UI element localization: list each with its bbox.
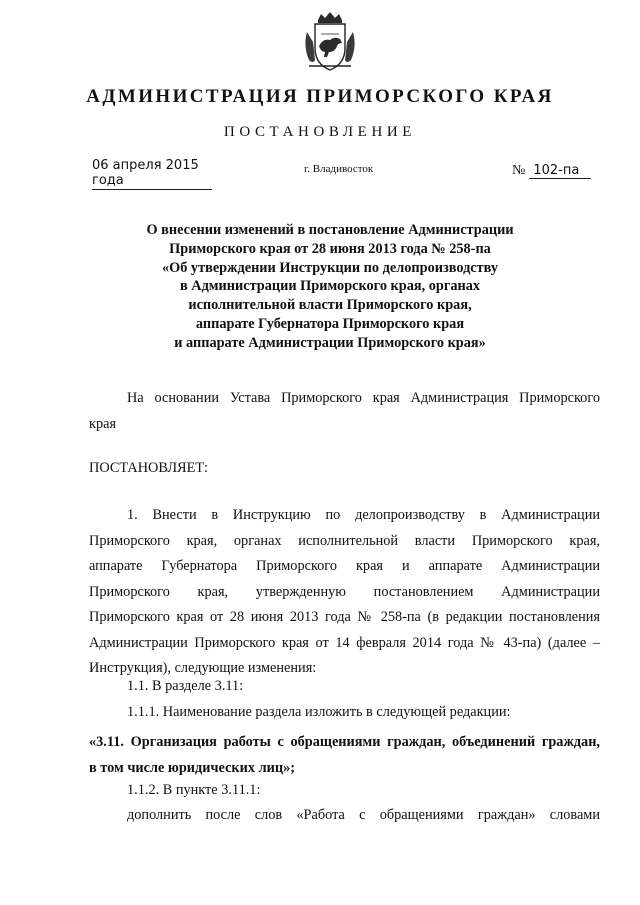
new-section-title-line: в том числе юридических лиц»; — [89, 759, 296, 776]
addition-paragraph: дополнить после слов «Работа с обращениями граждан» словами — [127, 807, 600, 823]
subject-line: О внесении изменений в постановление Администрации — [146, 222, 514, 238]
item-1-line: Инструкция), следующие изменения: — [89, 660, 317, 676]
item-1-line: Приморского края от 28 июня 2013 года № 258-па (в редакции постановления — [89, 609, 600, 625]
resolves-heading: ПОСТАНОВЛЯЕТ: — [89, 460, 209, 476]
document-date: 06 апреля 2015 года — [92, 158, 212, 190]
item-1-1-2: 1.1.2. В пункте 3.11.1: — [127, 782, 261, 798]
coat-of-arms-icon — [299, 12, 361, 72]
item-1-line: Приморского края, утвержденную постановлением Администрации — [89, 583, 600, 600]
number-value: 102-па — [529, 163, 591, 179]
item-1-1: 1.1. В разделе 3.11: — [127, 678, 244, 694]
subject-line: и аппарате Администрации Приморского края» — [174, 334, 486, 351]
subject-line: Приморского края от 28 июня 2013 года № 258-па — [169, 240, 491, 257]
item-1-line: 1. Внести в Инструкцию по делопроизводству в Администрации — [127, 507, 600, 523]
item-1-line: Приморского края, органах исполнительной власти Приморского края, — [89, 532, 600, 549]
item-1-paragraph — [89, 503, 600, 682]
subject-line: аппарате Губернатора Приморского края — [195, 315, 465, 332]
organization-title: АДМИНИСТРАЦИЯ ПРИМОРСКОГО КРАЯ — [86, 86, 554, 107]
subject-line: «Об утверждении Инструкции по делопроизводству — [161, 259, 499, 276]
item-1-line: Администрации Приморского края от 14 февраля 2014 года № 43-па) (далее – — [89, 634, 600, 651]
item-1-line: аппарате Губернатора Приморского края и аппарате Администрации — [89, 558, 600, 574]
new-section-title-line: «3.11. Организация работы с обращениями граждан, объединений граждан, — [89, 734, 600, 750]
basis-paragraph — [89, 386, 600, 437]
basis-line: края — [89, 415, 117, 432]
document-city: г. Владивосток — [304, 163, 374, 175]
document-subject — [60, 221, 600, 353]
item-1-1-1: 1.1.1. Наименование раздела изложить в следующей редакции: — [127, 704, 511, 720]
basis-line: На основании Устава Приморского края Администрация Приморского — [127, 390, 600, 406]
number-label: № — [512, 163, 526, 178]
new-section-title — [89, 730, 600, 781]
subject-line: исполнительной власти Приморского края, — [188, 297, 472, 314]
document-number — [512, 161, 591, 179]
subject-line: в Администрации Приморского края, органах — [179, 278, 481, 295]
document-type: ПОСТАНОВЛЕНИЕ — [223, 124, 417, 140]
